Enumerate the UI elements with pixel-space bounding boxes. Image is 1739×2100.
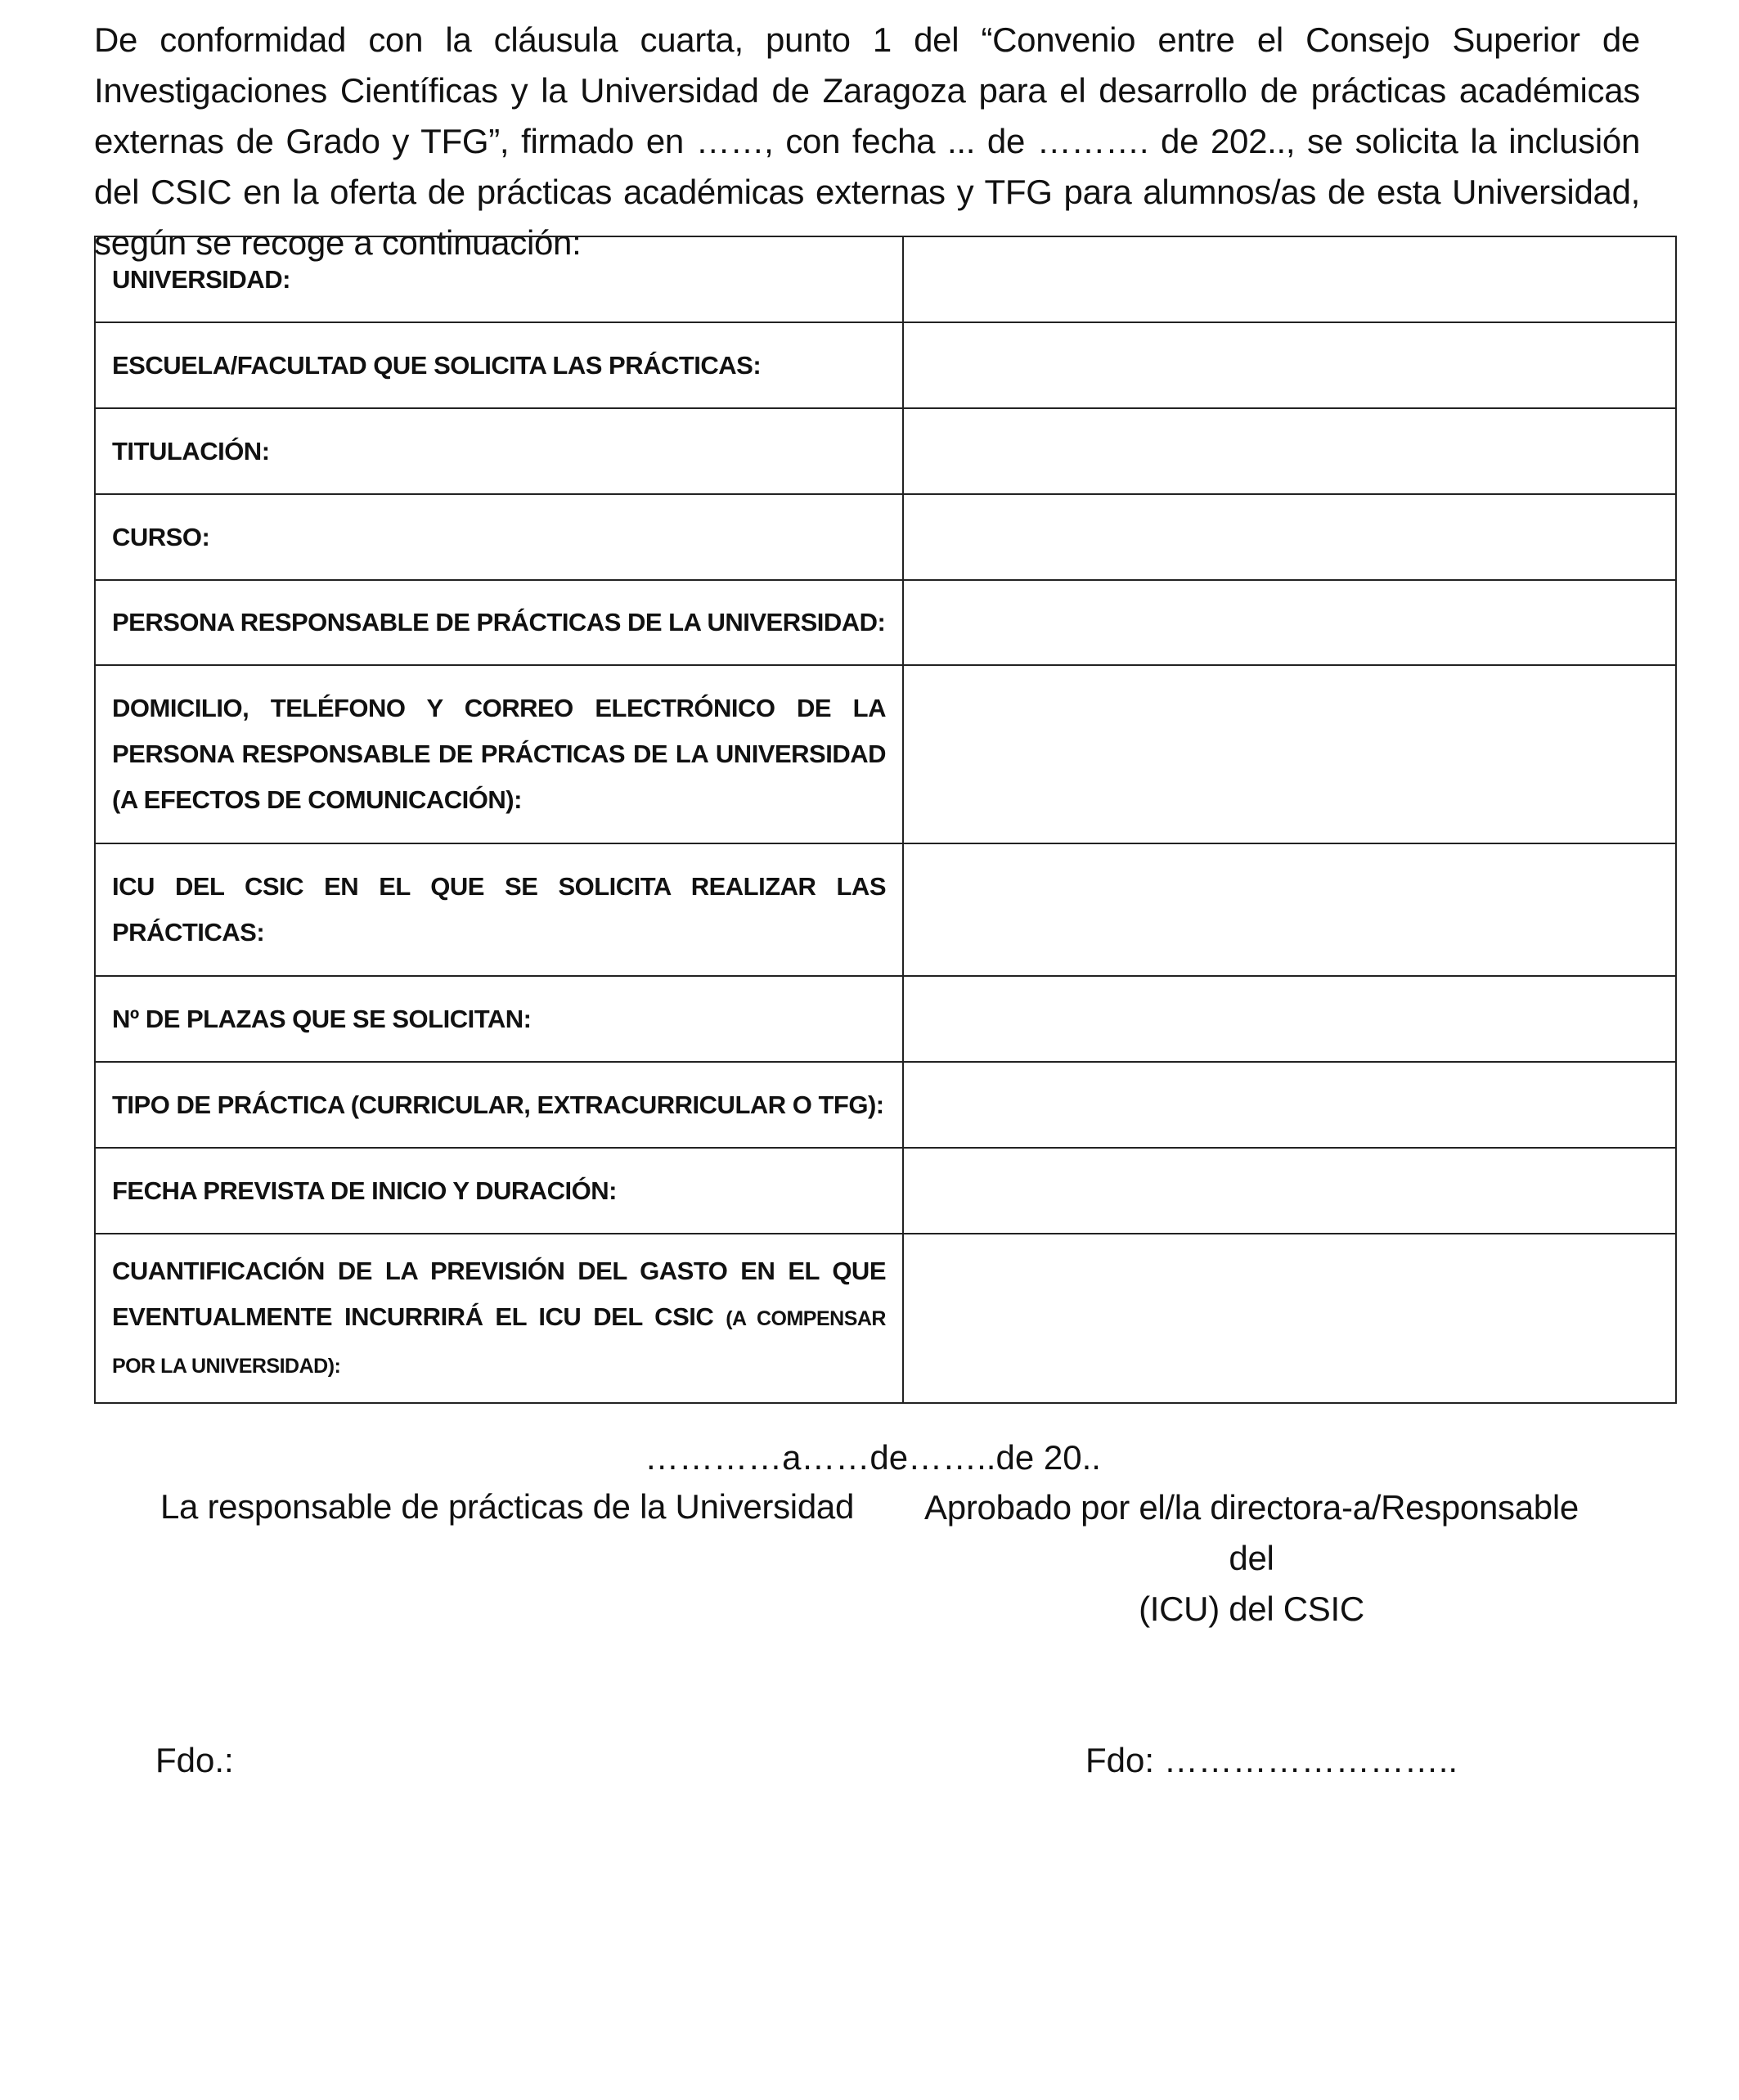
field-value-titulacion[interactable] [903, 408, 1676, 494]
table-row [95, 665, 1676, 843]
field-label-tipo-practica: TIPO DE PRÁCTICA (CURRICULAR, EXTRACURRICULAR O TFG): [95, 1062, 903, 1148]
field-label-icu-csic: ICU DEL CSIC EN EL QUE SE SOLICITA REALIZAR LAS PRÁCTICAS: [95, 843, 903, 976]
field-value-fecha-inicio[interactable] [903, 1148, 1676, 1234]
signature-right-title-line2: (ICU) del CSIC [1139, 1590, 1364, 1628]
request-form-table [94, 236, 1677, 1404]
field-label-curso: CURSO: [95, 494, 903, 580]
table-row [95, 1062, 1676, 1148]
signature-left-fdo: Fdo.: [155, 1741, 234, 1779]
field-value-cuantificacion-gasto[interactable] [903, 1234, 1676, 1403]
field-value-universidad[interactable] [903, 236, 1676, 322]
field-value-domicilio-contacto[interactable] [903, 665, 1676, 843]
field-label-titulacion: TITULACIÓN: [95, 408, 903, 494]
table-row [95, 843, 1676, 976]
field-value-icu-csic[interactable] [903, 843, 1676, 976]
intro-paragraph: De conformidad con la cláusula cuarta, punto 1 del “Convenio entre el Consejo Superior de Investigaciones Científicas y la Universidad de Zaragoza para el desarrollo de prácticas académicas externas de Grado y TFG”, firmado en ……, con fecha ... de ………. de 202.., se solicita la inclusión del CSIC en la oferta de prácticas académicas externas y TFG para alumnos/as de esta Universidad, según se recoge a continuación: [94, 20, 1640, 262]
field-value-escuela-facultad[interactable] [903, 322, 1676, 408]
table-row [95, 408, 1676, 494]
signature-left-title: La responsable de prácticas de la Universidad [160, 1487, 855, 1526]
field-label-persona-responsable: PERSONA RESPONSABLE DE PRÁCTICAS DE LA UNIVERSIDAD: [95, 580, 903, 665]
date-line [0, 1433, 1739, 1482]
field-value-curso[interactable] [903, 494, 1676, 580]
field-label-cuantificacion-text: CUANTIFICACIÓN DE LA PREVISIÓN DEL GASTO EN EL QUE EVENTUALMENTE INCURRIRÁ EL ICU DEL CSIC [112, 1256, 886, 1331]
field-value-num-plazas[interactable] [903, 976, 1676, 1062]
table-row [95, 1234, 1676, 1403]
table-row [95, 494, 1676, 580]
signature-right-title [900, 1482, 1603, 1635]
field-label-fecha-inicio: FECHA PREVISTA DE INICIO Y DURACIÓN: [95, 1148, 903, 1234]
field-label-num-plazas: Nº DE PLAZAS QUE SE SOLICITAN: [95, 976, 903, 1062]
signature-right-title-line1: Aprobado por el/la directora-a/Responsable del [924, 1488, 1579, 1577]
date-line-text: …………a……de……..de 20.. [645, 1438, 1101, 1477]
field-label-cuantificacion-gasto [95, 1234, 903, 1403]
field-label-cuantificacion-note: (A COMPENSAR POR LA UNIVERSIDAD): [112, 1306, 886, 1378]
field-value-tipo-practica[interactable] [903, 1062, 1676, 1148]
field-label-escuela-facultad: ESCUELA/FACULTAD QUE SOLICITA LAS PRÁCTICAS: [95, 322, 903, 408]
table-row [95, 322, 1676, 408]
signature-right-fdo: Fdo: …………………….. [1085, 1741, 1458, 1779]
table-row [95, 236, 1676, 322]
table-row [95, 976, 1676, 1062]
field-value-persona-responsable[interactable] [903, 580, 1676, 665]
table-row [95, 1148, 1676, 1234]
table-row [95, 580, 1676, 665]
field-label-domicilio-contacto: DOMICILIO, TELÉFONO Y CORREO ELECTRÓNICO DE LA PERSONA RESPONSABLE DE PRÁCTICAS DE LA UNIVERSIDAD (A EFECTOS DE COMUNICACIÓN): [95, 665, 903, 843]
field-label-universidad: UNIVERSIDAD: [95, 236, 903, 322]
